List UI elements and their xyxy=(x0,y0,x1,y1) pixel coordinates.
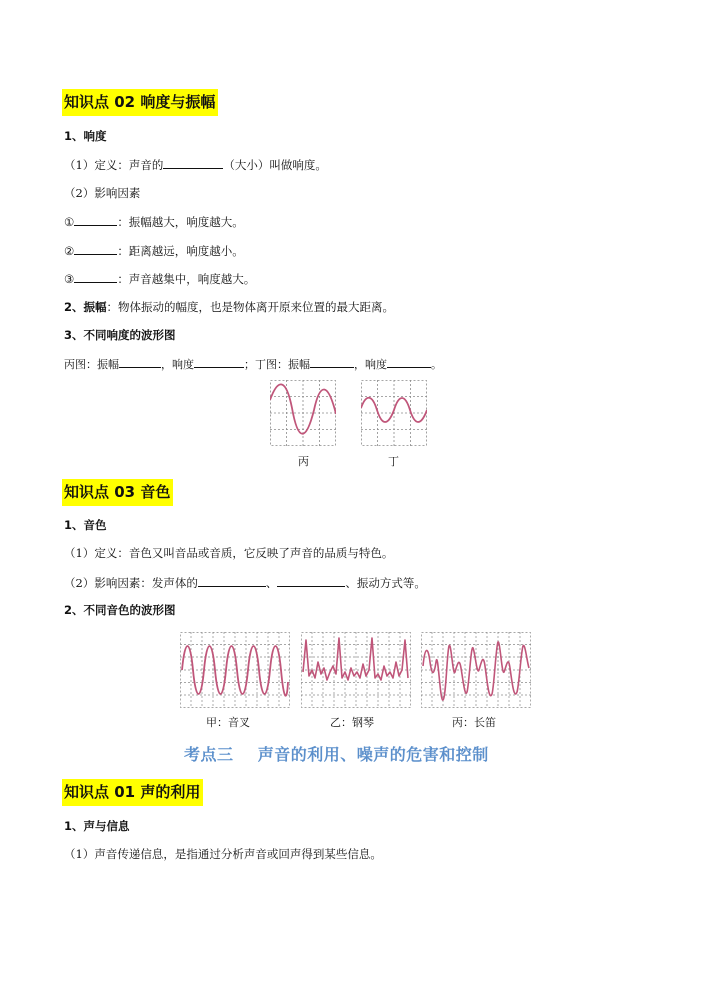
definition-prefix: （1）定义：声音的 xyxy=(64,158,164,172)
answer-blank[interactable] xyxy=(277,574,345,587)
amplitude-definition xyxy=(64,299,394,315)
waveform-tuning-fork-figure xyxy=(180,632,290,708)
answer-blank[interactable] xyxy=(74,270,117,283)
answer-blank[interactable] xyxy=(74,213,117,226)
caption-ding: 丁 xyxy=(388,455,399,468)
chapter-banner: 考点三 声音的利用、噪声的危害和控制 xyxy=(184,745,489,764)
factor-3-mark: ③ xyxy=(64,272,75,286)
caption-piano: 乙：钢琴 xyxy=(330,716,374,729)
factors-title: （2）影响因素 xyxy=(64,186,141,200)
waveform-flute-figure xyxy=(421,632,531,708)
factor-2-mark: ② xyxy=(64,244,75,258)
answer-blank[interactable] xyxy=(194,355,244,368)
timbre-factors-sep: 、 xyxy=(265,576,278,590)
waveform-ding-figure xyxy=(361,380,427,446)
section-02-heading: 知识点 02 响度与振幅 xyxy=(62,89,218,116)
sound-info-title: 1、声与信息 xyxy=(64,819,130,833)
loudness-title: 1、响度 xyxy=(64,129,107,143)
caption-bing: 丙 xyxy=(298,455,309,468)
answer-blank[interactable] xyxy=(387,355,431,368)
timbre-factors-prefix: （2）影响因素：发声体的 xyxy=(64,576,198,590)
timbre-title: 1、音色 xyxy=(64,518,107,532)
caption-flute: 丙：长笛 xyxy=(452,716,496,729)
answer-blank[interactable] xyxy=(119,355,161,368)
timbre-factors xyxy=(64,574,426,591)
factor-1 xyxy=(64,213,244,230)
waveform-bing-figure xyxy=(270,380,336,446)
answer-blank[interactable] xyxy=(74,242,117,255)
waveform-question xyxy=(64,355,442,372)
timbre-factors-suffix: 、振动方式等。 xyxy=(345,576,426,590)
section-01-heading: 知识点 01 声的利用 xyxy=(62,779,203,806)
amplitude-text: ：物体振动的幅度，也是物体离开原来位置的最大距离。 xyxy=(106,300,395,314)
factor-2 xyxy=(64,242,244,259)
answer-blank[interactable] xyxy=(310,355,354,368)
timbre-waveform-title: 2、不同音色的波形图 xyxy=(64,603,176,617)
factor-3-text: ：声音越集中，响度越大。 xyxy=(117,272,256,286)
caption-tuning-fork: 甲：音叉 xyxy=(206,716,250,729)
loudness-definition xyxy=(64,156,327,173)
definition-suffix: （大小）叫做响度。 xyxy=(223,158,327,172)
answer-blank[interactable] xyxy=(198,574,266,587)
waveform-question-c: ；丁图：振幅 xyxy=(244,358,310,371)
factor-2-text: ：距离越远，响度越小。 xyxy=(117,244,244,258)
amplitude-label: 2、振幅 xyxy=(64,300,107,314)
waveform-question-d: ，响度 xyxy=(354,358,387,371)
factor-3 xyxy=(64,270,255,287)
waveform-piano-figure xyxy=(301,632,411,708)
timbre-definition: （1）定义：音色又叫音品或音质，它反映了声音的品质与特色。 xyxy=(64,546,394,560)
waveform-question-b: ，响度 xyxy=(161,358,194,371)
factor-1-mark: ① xyxy=(64,215,75,229)
factor-1-text: ：振幅越大，响度越大。 xyxy=(117,215,244,229)
waveform-flute-curve xyxy=(423,642,529,700)
sound-info-text: （1）声音传递信息，是指通过分析声音或回声得到某些信息。 xyxy=(64,847,382,861)
loudness-waveform-title: 3、不同响度的波形图 xyxy=(64,328,176,342)
waveform-question-a: 丙图：振幅 xyxy=(64,358,119,371)
waveform-question-e: 。 xyxy=(431,358,442,371)
section-03-heading: 知识点 03 音色 xyxy=(62,479,173,506)
answer-blank[interactable] xyxy=(163,156,223,169)
